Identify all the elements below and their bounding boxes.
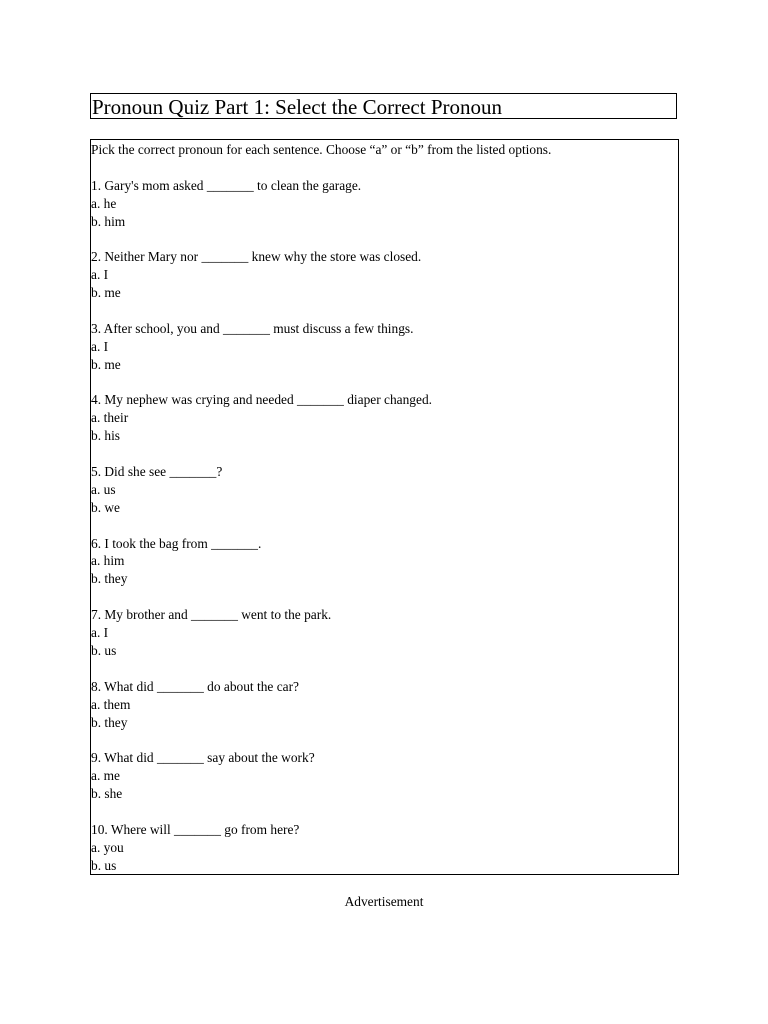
spacer [91, 588, 678, 606]
question-5-option-a: a. us [91, 481, 116, 497]
spacer [91, 374, 678, 392]
question-1-option-a: a. he [91, 195, 117, 211]
question-7-option-a: a. I [91, 625, 109, 641]
question-6: 6. I took the bag from _______. [91, 535, 262, 551]
spacer [91, 731, 678, 749]
question-5: 5. Did she see _______? [91, 464, 223, 480]
question-4-option-b: b. his [91, 428, 121, 444]
question-3: 3. After school, you and _______ must discuss a few things. [91, 320, 414, 336]
question-6-option-b: b. they [91, 571, 128, 587]
question-2-option-a: a. I [91, 267, 109, 283]
question-7-option-b: b. us [91, 642, 117, 658]
question-8: 8. What did _______ do about the car? [91, 678, 299, 694]
question-2: 2. Neither Mary nor _______ knew why the store was closed. [91, 249, 422, 265]
question-3-option-b: b. me [91, 356, 121, 372]
question-10-option-b: b. us [91, 857, 117, 873]
spacer [91, 445, 678, 463]
advertisement-label: Advertisement [344, 894, 424, 909]
question-4-option-a: a. their [91, 410, 129, 426]
question-5-option-b: b. we [91, 499, 121, 515]
spacer [91, 302, 678, 320]
question-10: 10. Where will _______ go from here? [91, 821, 300, 837]
quiz-content [90, 139, 679, 875]
question-10-option-a: a. you [91, 839, 124, 855]
question-3-option-a: a. I [91, 338, 109, 354]
question-7: 7. My brother and _______ went to the park. [91, 607, 332, 623]
question-8-option-b: b. they [91, 714, 128, 730]
question-9-option-a: a. me [91, 768, 120, 784]
spacer [91, 803, 678, 821]
question-2-option-b: b. me [91, 285, 121, 301]
question-1: 1. Gary's mom asked _______ to clean the garage. [91, 177, 362, 193]
question-1-option-b: b. him [91, 213, 126, 229]
question-6-option-a: a. him [91, 553, 125, 569]
question-9: 9. What did _______ say about the work? [91, 750, 315, 766]
spacer [91, 230, 678, 248]
spacer [91, 660, 678, 678]
spacer [91, 159, 678, 177]
spacer [91, 517, 678, 535]
instructions: Pick the correct pronoun for each sentence. Choose “a” or “b” from the listed options. [91, 142, 552, 157]
question-8-option-a: a. them [91, 696, 131, 712]
quiz-title: Pronoun Quiz Part 1: Select the Correct Pronoun [90, 93, 677, 119]
question-9-option-b: b. she [91, 786, 123, 802]
question-4: 4. My nephew was crying and needed _______ diaper changed. [91, 392, 432, 408]
